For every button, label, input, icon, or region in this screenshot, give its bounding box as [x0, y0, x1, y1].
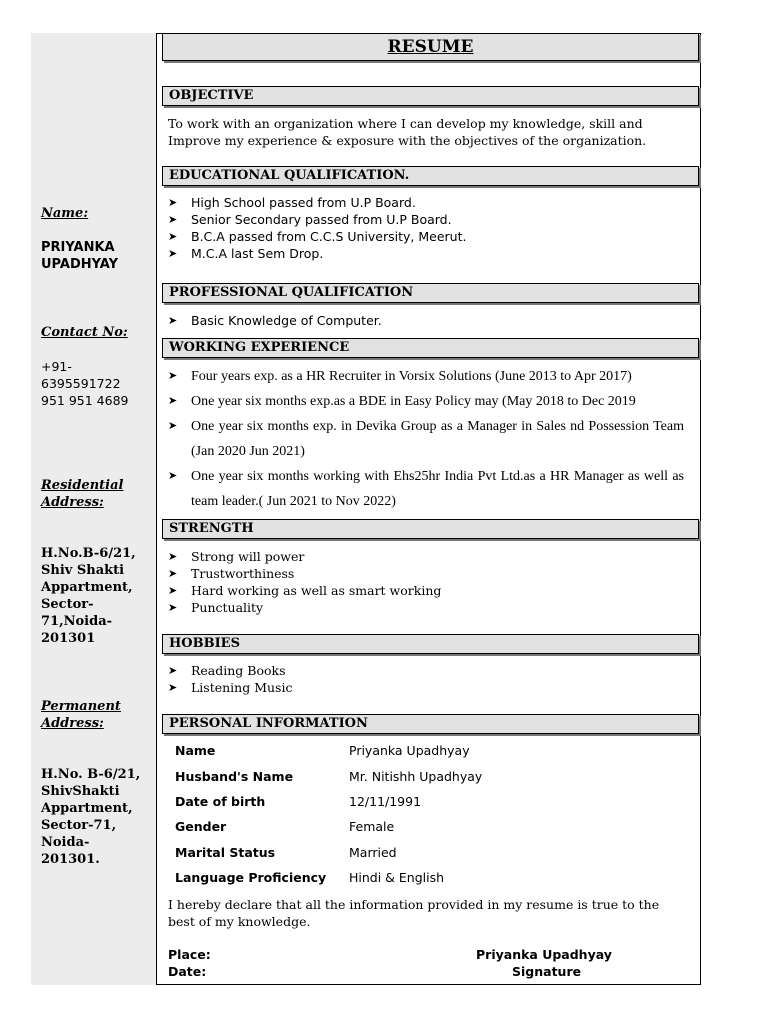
experience-heading: WORKING EXPERIENCE — [162, 338, 699, 358]
list-item: ➤ One year six months exp. in Devika Group as a Manager in Sales nd Possession Team (Jan 2020 Jun 2021) — [168, 414, 684, 464]
personal-key: Name — [175, 743, 216, 758]
strength-heading: STRENGTH — [162, 519, 699, 539]
contact-line-3: 951 951 4689 — [41, 393, 129, 408]
personal-value: 12/11/1991 — [349, 794, 422, 809]
personal-key: Gender — [175, 819, 227, 834]
arrow-bullet-icon: ➤ — [168, 370, 178, 382]
personal-value: Hindi & English — [349, 870, 445, 885]
name-value: PRIYANKA UPADHYAY — [41, 240, 119, 272]
signer-name: Priyanka Upadhyay — [476, 947, 612, 962]
list-item: ➤ Hard working as well as smart working — [168, 583, 442, 598]
arrow-bullet-icon: ➤ — [168, 196, 178, 209]
list-item: ➤ Reading Books — [168, 663, 286, 678]
list-item: ➤ Punctuality — [168, 600, 264, 615]
professional-heading: PROFESSIONAL QUALIFICATION — [162, 283, 699, 303]
date-label: Date: — [168, 964, 207, 979]
arrow-bullet-icon: ➤ — [168, 681, 178, 694]
arrow-bullet-icon: ➤ — [168, 664, 178, 677]
personal-key: Date of birth — [175, 794, 266, 809]
list-item: ➤ One year six months working with Ehs25hr India Pvt Ltd.as a HR Manager as well as team leader.( Jun 2021 to Nov 2022) — [168, 464, 684, 514]
objective-line-1: To work with an organization where I can develop my knowledge, skill and — [168, 116, 643, 131]
list-item: ➤ B.C.A passed from C.C.S University, Meerut. — [168, 229, 467, 244]
resume-title: RESUME — [162, 33, 699, 61]
list-item: ➤ One year six months exp.as a BDE in Easy Policy may (May 2018 to Dec 2019 — [168, 389, 684, 414]
arrow-bullet-icon: ➤ — [168, 470, 178, 482]
list-item: ➤ Strong will power — [168, 549, 305, 564]
residential-address: H.No.B-6/21, Shiv Shakti Appartment, Sector-71,Noida-201301 — [41, 546, 136, 646]
personal-key: Marital Status — [175, 845, 276, 860]
education-list — [168, 194, 688, 262]
name-label: Name: — [41, 206, 89, 221]
list-item: ➤ High School passed from U.P Board. — [168, 195, 416, 210]
permanent-label: Permanent Address: — [41, 699, 121, 731]
list-item: ➤ Trustworthiness — [168, 566, 295, 581]
arrow-bullet-icon: ➤ — [168, 420, 178, 432]
arrow-bullet-icon: ➤ — [168, 567, 178, 580]
arrow-bullet-icon: ➤ — [168, 584, 178, 597]
strength-list — [168, 548, 688, 616]
arrow-bullet-icon: ➤ — [168, 395, 178, 407]
personal-heading: PERSONAL INFORMATION — [162, 714, 699, 734]
arrow-bullet-icon: ➤ — [168, 230, 178, 243]
arrow-bullet-icon: ➤ — [168, 314, 178, 327]
personal-value: Mr. Nitishh Upadhyay — [349, 769, 483, 784]
personal-value: Married — [349, 845, 397, 860]
permanent-address: H.No. B-6/21, ShivShakti Appartment, Sector-71, Noida-201301. — [41, 767, 141, 867]
personal-key: Husband's Name — [175, 769, 294, 784]
personal-value: Female — [349, 819, 395, 834]
arrow-bullet-icon: ➤ — [168, 601, 178, 614]
objective-heading: OBJECTIVE — [162, 86, 699, 106]
experience-list — [168, 364, 684, 514]
contact-line-1: +91- — [41, 359, 72, 374]
residential-label: Residential Address: — [41, 478, 124, 510]
contact-label: Contact No: — [41, 325, 128, 340]
list-item: ➤ Basic Knowledge of Computer. — [168, 313, 382, 328]
hobbies-list — [168, 662, 688, 696]
contact-line-2: 6395591722 — [41, 376, 121, 391]
declaration: I hereby declare that all the information provided in my resume is true to the best of my knowledge. — [168, 897, 660, 929]
arrow-bullet-icon: ➤ — [168, 213, 178, 226]
list-item: ➤ Listening Music — [168, 680, 293, 695]
personal-key: Language Proficiency — [175, 870, 327, 885]
education-heading: EDUCATIONAL QUALIFICATION. — [162, 166, 699, 186]
hobbies-heading: HOBBIES — [162, 634, 699, 654]
place-label: Place: — [168, 947, 211, 962]
arrow-bullet-icon: ➤ — [168, 247, 178, 260]
list-item: ➤ Four years exp. as a HR Recruiter in Vorsix Solutions (June 2013 to Apr 2017) — [168, 364, 684, 389]
arrow-bullet-icon: ➤ — [168, 550, 178, 563]
list-item: ➤ M.C.A last Sem Drop. — [168, 246, 324, 261]
list-item: ➤ Senior Secondary passed from U.P Board. — [168, 212, 452, 227]
professional-list — [168, 312, 688, 329]
signature-label: Signature — [512, 964, 582, 979]
objective-line-2: Improve my experience & exposure with the objectives of the organization. — [168, 133, 647, 148]
personal-value: Priyanka Upadhyay — [349, 743, 470, 758]
